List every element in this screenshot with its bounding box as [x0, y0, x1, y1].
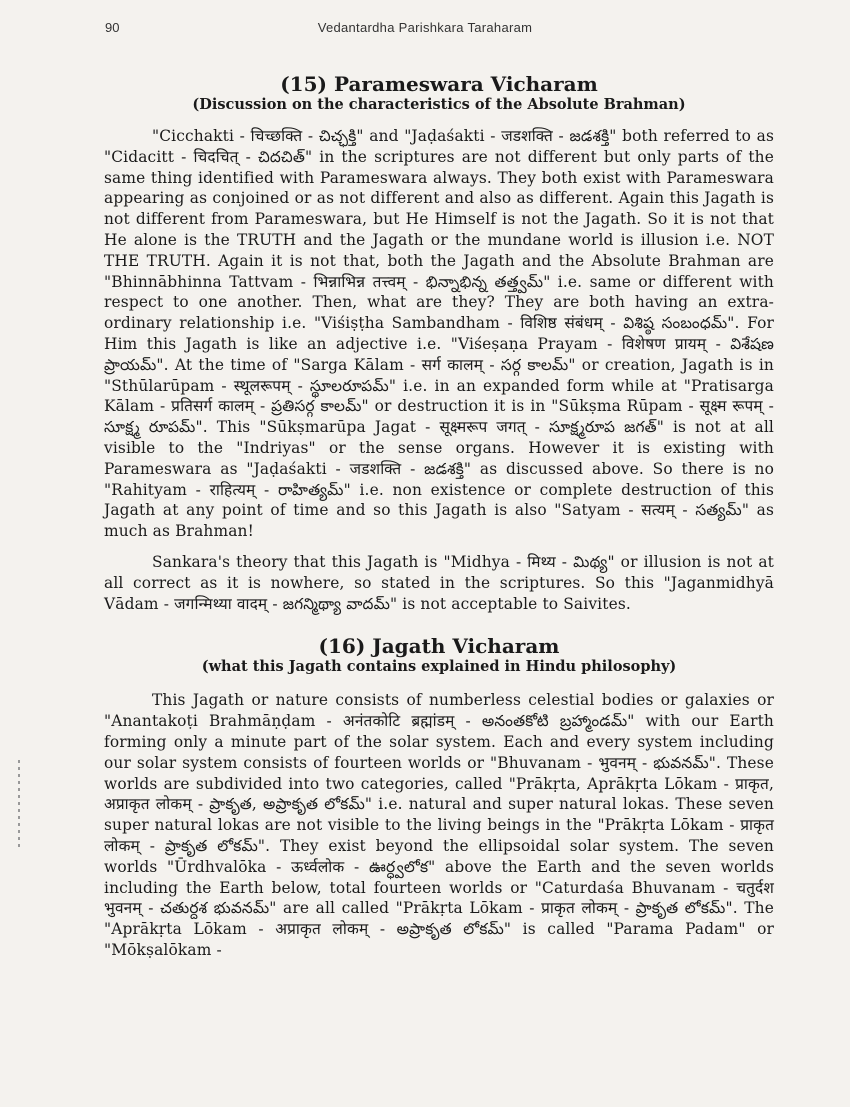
section-15-paragraph-1: "Cicchakti - चिच्छक्ति - చిచ్ఛక్తి" and "Jaḍaśakti - जडशक्ति - జడశక్తి" both referred to as "Cidacitt - चिदचित् - చిదచిత్" in the scriptures are not different but only parts of the same thing identified with Parameswara always. They both exist with Parameswara appearing as conjoined or as not different and also as different. Again this Jagath is not different from Parameswara, but He Himself is not the Jagath. So it is not that He alone is the TRUTH and the Jagath or the mundane world is illusion i.e. NOT THE TRUTH. Again it is not that, both the Jagath and the Absolute Brahman are "Bhinnābhinna Tattvam - भिन्नाभिन्न तत्त्वम् - భిన్నాభిన్న తత్త్వమ్" i.e. same or different with respect to one another. Then, what are they? They are both having an extra-ordinary relationship i.e. "Viśiṣṭha Sambandham - विशिष्ठ संबंधम् - విశిష్ఠ సంబంధమ్". For Him this Jagath is like an adjective i.e. "Viśeṣaṇa Prayam - विशेषण प्रायम् - విశేషణ ప్రాయమ్". At the time of "Sarga Kālam - सर्ग कालम् - సర్గ కాలమ్" or creation, Jagath is in "Sthūlarūpam - स्थूलरूपम् - స్థూలరూపమ్" i.e. in an expanded form while at "Pratisarga Kālam - प्रतिसर्ग कालम् - ప్రతిసర్గ కాలమ్" or destruction it is in "Sūkṣma Rūpam - सूक्ष्म रूपम् - సూక్ష్మ రూపమ్". This "Sūkṣmarūpa Jagat - सूक्ष्मरूप जगत् - సూక్ష్మరూప జగత్" is not at all visible to the "Indriyas" or the sense organs. However it is existing with Parameswara as "Jaḍaśakti - जडशक्ति - జడశక్తి" as discussed above. So there is no "Rahityam - राहित्यम् - రాహిత్యమ్" i.e. non existence or complete destruction of this Jagath at any point of time and so this Jagath is also "Satyam - सत्यम् - సత్యమ్" as much as Brahman!: [104, 127, 774, 541]
section-16-subtitle: (what this Jagath contains explained in Hindu philosophy): [201, 658, 677, 676]
page-header: [0, 20, 850, 40]
running-title: Vedantardha Parishkara Taraharam: [317, 20, 533, 35]
section-16-title: (16) Jagath Vicharam: [318, 634, 560, 659]
page-number: 90: [105, 20, 120, 35]
section-15-subtitle: (Discussion on the characteristics of the Absolute Brahman): [192, 96, 686, 113]
page-fold-mark: [18, 760, 20, 850]
section-15-title: (15) Parameswara Vicharam: [280, 72, 598, 96]
page-content: [104, 72, 774, 961]
section-16-paragraph-1: This Jagath or nature consists of numberless celestial bodies or galaxies or "Anantakoṭi Brahmāṇḍam - अनंतकोटि ब्रह्मांडम् - అనంతకోటి బ్రహ్మాండమ్" with our Earth forming only a minute part of the solar system. Each and every system including our solar system consists of fourteen worlds or "Bhuvanam - भुवनम् - భువనమ్". These worlds are subdivided into two categories, called "Prākṛta, Aprākṛta Lōkam - प्राकृत, अप्राकृत लोकम् - ప్రాకృత, అప్రాకృత లోకమ్" i.e. natural and super natural lokas. These seven super natural lokas are not visible to the living beings in the "Prākṛta Lōkam - प्राकृत लोकम् - ప్రాకృత లోకమ్". They exist beyond the ellipsoidal solar system. The seven worlds "Ūrdhvalōka - ऊर्ध्वलोक - ఊర్ధ్వలోక" above the Earth and the seven worlds including the Earth below, total fourteen worlds or "Caturdaśa Bhuvanam - चतुर्दश भुवनम् - చతుర్దశ భువనమ్" are all called "Prākṛta Lōkam - प्राकृत लोकम् - ప్రాకృత లోకమ్". The "Aprākṛta Lōkam - अप्राकृत लोकम् - అప్రాకృత లోకమ్" is called "Parama Padam" or "Mōkṣalōkam -: [104, 691, 774, 959]
section-15-paragraph-2: Sankara's theory that this Jagath is "Midhya - मिथ्य - మిథ్య" or illusion is not at all correct as it is nowhere, so stated in the scriptures. So this "Jaganmidhyā Vādam - जगन्मिथ्या वादम् - జగన్మిథ్యా వాదమ్" is not acceptable to Saivites.: [104, 552, 774, 613]
